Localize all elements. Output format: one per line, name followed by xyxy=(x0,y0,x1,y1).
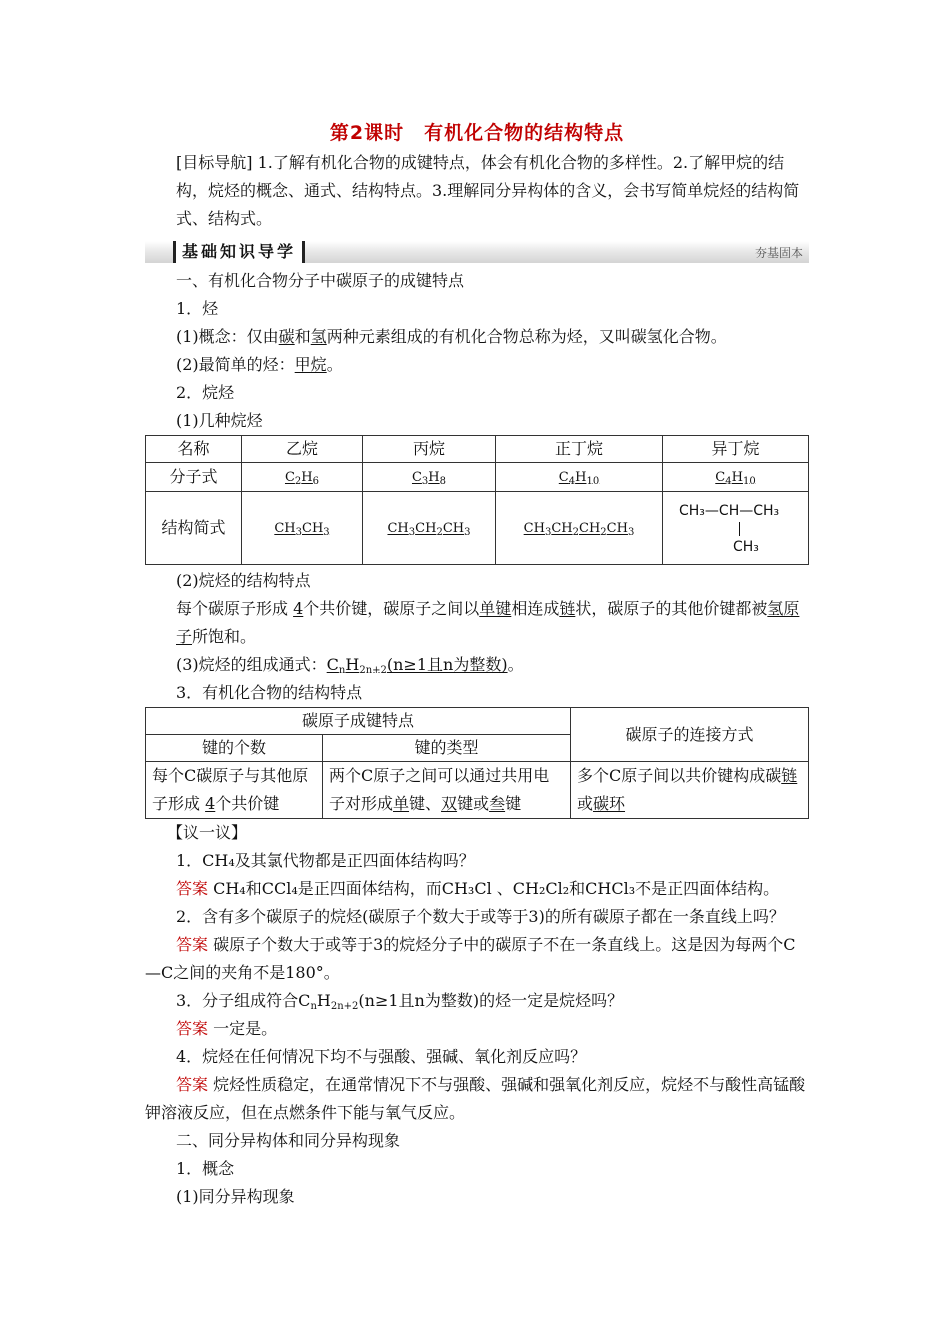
text: 所饱和。 xyxy=(192,627,257,646)
f: H xyxy=(345,655,360,674)
s: 3 xyxy=(544,527,552,538)
f: 2n+2 xyxy=(330,1001,359,1012)
s: CH xyxy=(274,521,296,536)
text: 键或 xyxy=(457,794,490,813)
blank: 链 xyxy=(559,599,576,618)
f: 4 xyxy=(725,476,732,487)
blank: 双 xyxy=(441,794,458,813)
banner-title: 基础知识导学 xyxy=(173,241,305,263)
s: 3 xyxy=(295,527,302,538)
text: 键、 xyxy=(409,794,442,813)
table-row xyxy=(146,492,809,565)
banner-tag: 夯基固本 xyxy=(754,246,803,260)
text: 状，碳原子的其他价键都被 xyxy=(575,599,768,618)
alkane-types-heading: (1)几种烷烃 xyxy=(176,411,263,430)
table-row xyxy=(146,436,809,463)
section1-item2: 2．烷烃 xyxy=(176,383,235,402)
text: 。 xyxy=(507,655,524,674)
text: (1)概念：仅由 xyxy=(176,327,279,346)
f: 2n+2 xyxy=(359,665,387,676)
s: CH xyxy=(302,521,324,536)
table-cell xyxy=(496,492,663,565)
text: 个共价键 xyxy=(215,794,280,813)
carbon-bond-table xyxy=(145,707,809,819)
section2-item1: 1．概念 xyxy=(176,1159,235,1178)
section2-heading: 二、同分异构体和同分异构现象 xyxy=(176,1131,401,1150)
text: 键 xyxy=(505,794,522,813)
question-4: 4．烷烃在任何情况下均不与强酸、强碱、氧化剂反应吗？ xyxy=(176,1047,587,1066)
structure-branch: CH₃ xyxy=(733,539,759,555)
blank: 氢原子 xyxy=(176,599,800,646)
f: H xyxy=(731,470,743,485)
s: 3 xyxy=(464,527,471,538)
f: 6 xyxy=(312,476,320,487)
text: 每个C碳原子与其他原子形成 xyxy=(152,766,309,813)
s: CH xyxy=(442,521,465,536)
table-cell xyxy=(571,762,809,819)
alkane-structure-heading: (2)烷烃的结构特点 xyxy=(176,571,311,590)
general-formula xyxy=(145,651,809,679)
text: 两个C原子之间可以通过共用电子对形成 xyxy=(329,766,550,813)
f: C xyxy=(558,470,569,485)
section1-heading: 一、有机化合物分子中碳原子的成键特点 xyxy=(176,271,465,290)
blank: 碳环 xyxy=(593,794,626,813)
f: 3 xyxy=(421,476,429,487)
s: CH xyxy=(551,521,573,536)
f: H xyxy=(575,470,587,485)
answer-text: 碳原子个数大于或等于3的烷烃分子中的碳原子不在一条直线上。这是因为每两个C—C之间的夹角不是180°。 xyxy=(145,935,796,982)
s: CH xyxy=(579,521,601,536)
f: C xyxy=(284,470,295,485)
text: (2)最简单的烃： xyxy=(176,355,295,374)
text: 。 xyxy=(326,355,343,374)
blank-methane: 甲烷 xyxy=(294,355,327,374)
s: 2 xyxy=(600,527,607,538)
text: 每个碳原子形成 xyxy=(176,599,294,618)
s: 3 xyxy=(627,527,635,538)
text: (n≥1且n为整数)的烃一定是烷烃吗？ xyxy=(358,991,624,1010)
alkane-table xyxy=(145,435,809,565)
text: 两种元素组成的有机化合物总称为烃，又叫碳氢化合物。 xyxy=(326,327,727,346)
answer-text: CH₄和CCl₄是正四面体结构，而CH₃Cl 、CH₂Cl₂和CHCl₃不是正四面体结构。 xyxy=(213,879,780,898)
table-header: 异丁烷 xyxy=(663,436,809,463)
table-cell xyxy=(323,762,571,819)
document-page xyxy=(145,118,809,1211)
f: H xyxy=(428,470,440,485)
text: (3)烷烃的组成通式： xyxy=(176,655,327,674)
table-cell xyxy=(363,492,496,565)
table-header: 名称 xyxy=(146,436,242,463)
f: n xyxy=(310,1001,317,1012)
f: H xyxy=(316,991,331,1010)
structure-drawing xyxy=(663,492,808,564)
table-header: 键的类型 xyxy=(323,735,571,762)
s: 3 xyxy=(408,527,416,538)
section-banner xyxy=(145,241,809,263)
text: 相连成 xyxy=(511,599,560,618)
table-header: 碳原子的连接方式 xyxy=(571,708,809,762)
text: 个共价键，碳原子之间以 xyxy=(303,599,480,618)
answer-1 xyxy=(145,875,809,903)
table-cell xyxy=(363,463,496,492)
blank: 单 xyxy=(393,794,410,813)
f: C xyxy=(326,655,339,674)
answer-4 xyxy=(145,1071,809,1127)
section1-item3: 3．有机化合物的结构特点 xyxy=(176,683,363,702)
goals-text: 1.了解有机化合物的成键特点，体会有机化合物的多样性。2.了解甲烷的结构，烷烃的概念、通式、结构特点。3.理解同分异构体的含义，会书写简单烷烃的结构简式、结构式。 xyxy=(176,153,800,228)
answer-text: 一定是。 xyxy=(213,1019,278,1038)
blank: 链 xyxy=(781,766,798,785)
table-header: 正丁烷 xyxy=(496,436,663,463)
s: 2 xyxy=(572,527,579,538)
f: 8 xyxy=(439,476,447,487)
s: 3 xyxy=(323,527,330,538)
table-row xyxy=(146,463,809,492)
table-cell xyxy=(496,463,663,492)
text: 多个C原子间以共价键构成碳 xyxy=(577,766,782,785)
f: C xyxy=(715,470,726,485)
simplest-hydrocarbon xyxy=(145,351,809,379)
table-cell xyxy=(242,492,363,565)
section1-item1: 1．烃 xyxy=(176,299,219,318)
f: (n≥1且n为整数) xyxy=(386,655,508,674)
f: 2 xyxy=(294,476,302,487)
table-cell xyxy=(242,463,363,492)
s: CH xyxy=(415,521,437,536)
text: 或 xyxy=(577,794,594,813)
blank-hydrogen: 氢 xyxy=(310,327,327,346)
table-header: 乙烷 xyxy=(242,436,363,463)
answer-label: 答案 xyxy=(176,1019,209,1038)
blank: 单键 xyxy=(479,599,512,618)
answer-label: 答案 xyxy=(176,879,209,898)
question-1: 1．CH₄及其氯代物都是正四面体结构吗？ xyxy=(176,851,475,870)
table-row xyxy=(146,762,809,819)
table-cell xyxy=(146,762,323,819)
blank: 叁 xyxy=(489,794,506,813)
s: CH xyxy=(606,521,628,536)
table-header: 丙烷 xyxy=(363,436,496,463)
f: n xyxy=(338,665,346,676)
isobutane-structure xyxy=(663,492,809,565)
question-3 xyxy=(145,987,809,1015)
table-header: 键的个数 xyxy=(146,735,323,762)
f: 10 xyxy=(586,476,600,487)
s: CH xyxy=(523,521,545,536)
blank: 4 xyxy=(205,794,216,813)
answer-2 xyxy=(145,931,809,987)
goals-label: [目标导航] xyxy=(176,153,253,172)
f: 10 xyxy=(742,476,756,487)
answer-text: 烷烃性质稳定，在通常情况下不与强酸、强碱和强氧化剂反应，烷烃不与酸性高锰酸钾溶液反应，但在点燃条件下能与氧气反应。 xyxy=(145,1075,806,1122)
blank-carbon: 碳 xyxy=(278,327,295,346)
table-cell: 分子式 xyxy=(146,463,242,492)
alkane-structure-text xyxy=(145,595,809,651)
s: CH xyxy=(387,521,409,536)
page-title: 第2课时 有机化合物的结构特点 xyxy=(329,122,625,144)
text: 和 xyxy=(294,327,311,346)
f: C xyxy=(411,470,422,485)
question-2: 2．含有多个碳原子的烷烃(碳原子个数大于或等于3)的所有碳原子都在一条直线上吗？ xyxy=(176,907,785,926)
answer-3 xyxy=(145,1015,809,1043)
hydrocarbon-concept xyxy=(145,323,809,351)
answer-label: 答案 xyxy=(176,1075,209,1094)
answer-label: 答案 xyxy=(176,935,209,954)
s: 2 xyxy=(436,527,443,538)
table-cell: 结构简式 xyxy=(146,492,242,565)
table-row xyxy=(146,708,809,735)
f: 4 xyxy=(568,476,576,487)
table-header: 碳原子成键特点 xyxy=(146,708,571,735)
f: H xyxy=(301,470,313,485)
structure-main-chain: CH₃—CH—CH₃ xyxy=(679,503,780,519)
isomerism-heading: (1)同分异构现象 xyxy=(176,1187,295,1206)
discuss-label: 【议一议】 xyxy=(167,823,248,842)
learning-goals xyxy=(145,149,809,233)
table-cell xyxy=(663,463,809,492)
text: 3．分子组成符合C xyxy=(176,991,311,1010)
blank: 4 xyxy=(293,599,304,618)
